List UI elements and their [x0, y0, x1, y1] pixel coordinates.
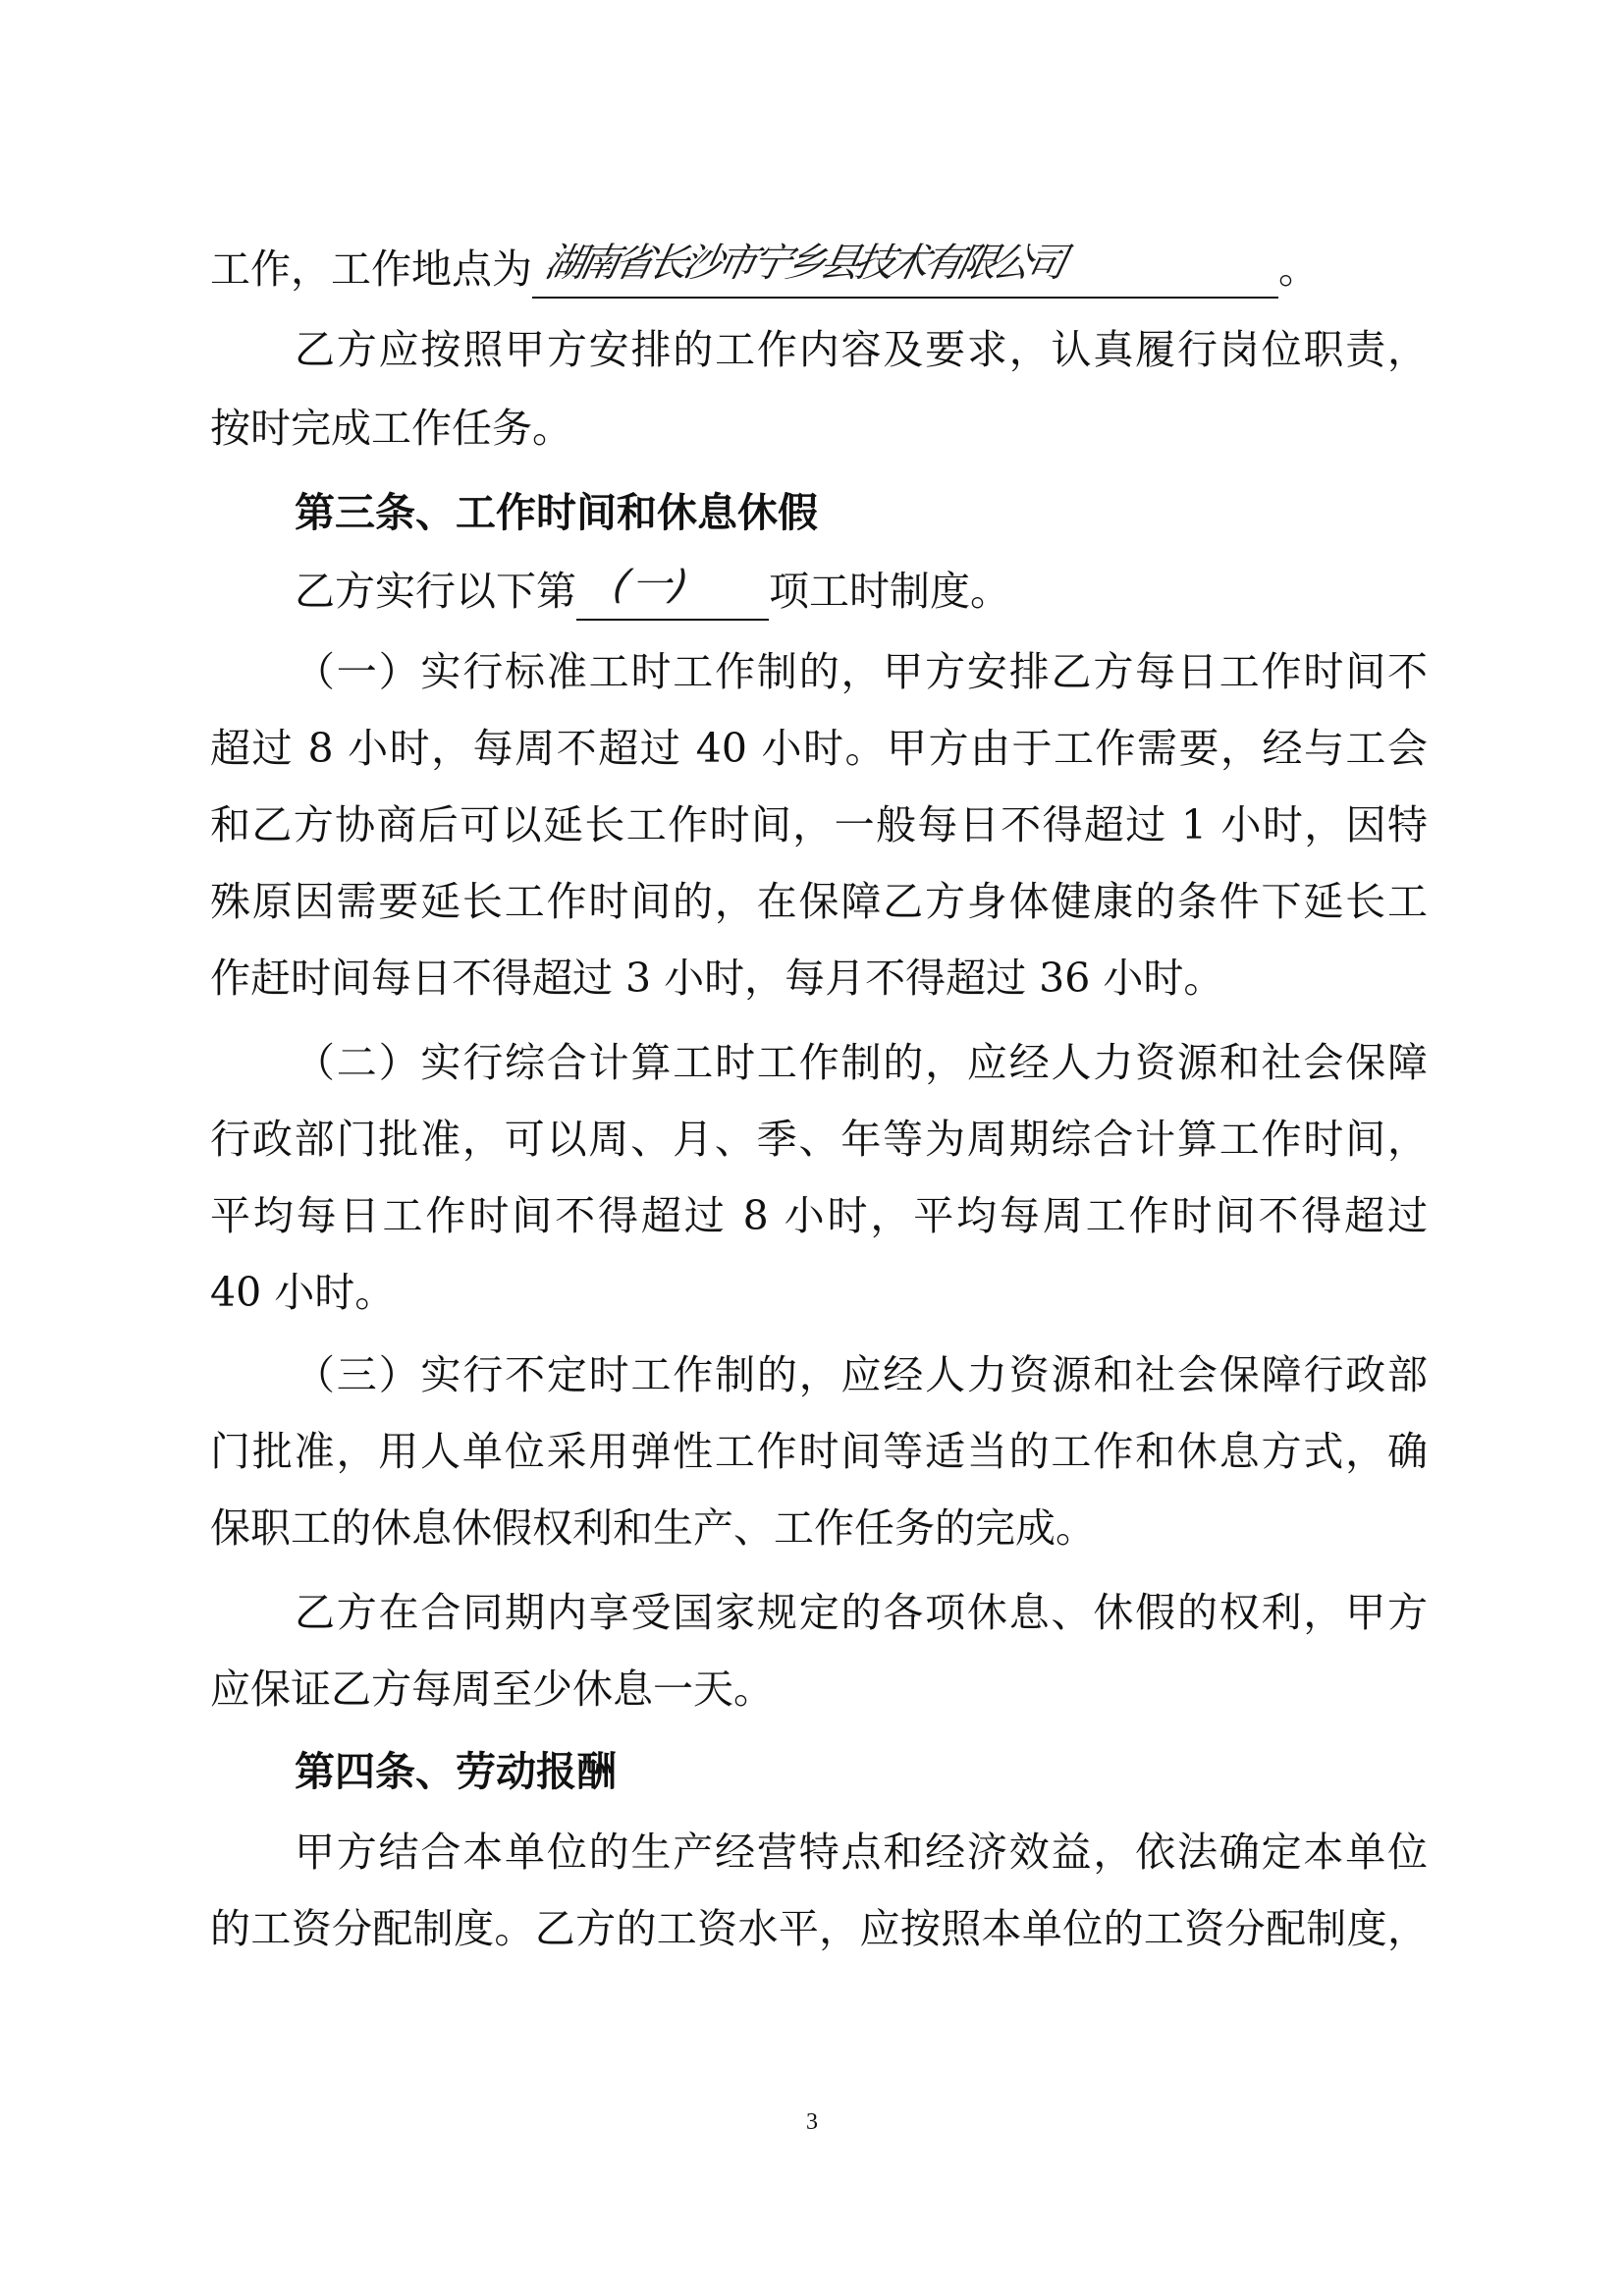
duty-line-1: 乙方应按照甲方安排的工作内容及要求，认真履行岗位职责，	[295, 326, 1428, 373]
pay-line-2: 的工资分配制度。乙方的工资水平，应按照本单位的工资分配制度，	[210, 1905, 1428, 1952]
item3-line-2: 门批准，用人单位采用弹性工作时间等适当的工作和休息方式，确	[210, 1428, 1428, 1475]
item2-line-3: 平均每日工作时间不得超过 8 小时，平均每周工作时间不得超过	[210, 1192, 1428, 1239]
hours-system-label: 乙方实行以下第	[295, 568, 576, 615]
item1-line-3: 和乙方协商后可以延长工作时间，一般每日不得超过 1 小时，因特	[210, 801, 1428, 848]
rest-line-2: 应保证乙方每周至少休息一天。	[210, 1666, 774, 1713]
hours-system-suffix: 项工时制度。	[769, 568, 1010, 615]
item2-line-2: 行政部门批准，可以周、月、季、年等为周期综合计算工作时间，	[210, 1116, 1428, 1163]
item1-line-1: （一）实行标准工时工作制的，甲方安排乙方每日工作时间不	[295, 648, 1428, 695]
article-3-heading: 第三条、工作时间和休息休假	[295, 489, 818, 536]
article-4-heading: 第四条、劳动报酬	[295, 1748, 617, 1795]
item2-line-4: 40 小时。	[210, 1269, 396, 1316]
hours-system-blank	[576, 564, 769, 621]
item3-line-3: 保职工的休息休假权利和生产、工作任务的完成。	[210, 1504, 1096, 1552]
work-location-line	[210, 242, 1428, 299]
duty-line-2: 按时完成工作任务。	[210, 405, 572, 452]
handwritten-hours-system: (一)	[609, 563, 695, 608]
work-location-blank	[532, 242, 1278, 299]
item1-line-4: 殊原因需要延长工作时间的，在保障乙方身体健康的条件下延长工	[210, 878, 1428, 925]
item3-line-1: （三）实行不定时工作制的，应经人力资源和社会保障行政部	[295, 1351, 1428, 1398]
handwritten-work-location: 湖南省长沙市宁乡县技术有限公司	[541, 241, 1066, 286]
work-location-label: 工作，工作地点为	[210, 246, 532, 293]
working-hours-system-line	[295, 564, 1428, 621]
item1-line-2: 超过 8 小时，每周不超过 40 小时。甲方由于工作需要，经与工会	[210, 725, 1428, 772]
pay-line-1: 甲方结合本单位的生产经营特点和经济效益，依法确定本单位	[295, 1829, 1428, 1876]
period: 。	[1278, 246, 1319, 293]
page-number: 3	[806, 2109, 818, 2135]
item2-line-1: （二）实行综合计算工时工作制的，应经人力资源和社会保障	[295, 1039, 1428, 1086]
item1-line-5: 作赶时间每日不得超过 3 小时，每月不得超过 36 小时。	[210, 955, 1224, 1002]
rest-line-1: 乙方在合同期内享受国家规定的各项休息、休假的权利，甲方	[295, 1589, 1428, 1636]
